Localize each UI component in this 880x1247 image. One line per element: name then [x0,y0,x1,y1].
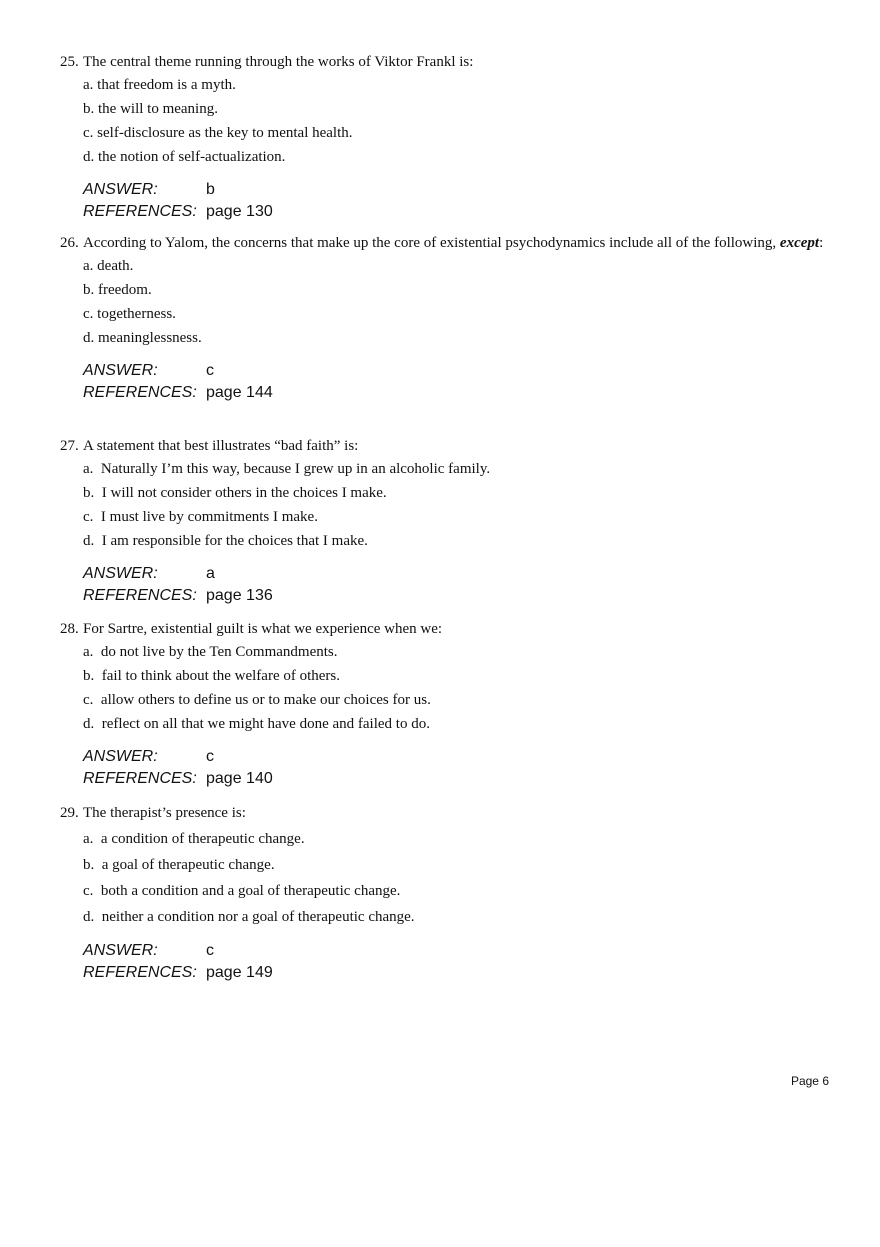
answer-value: a [206,565,215,582]
references-label: REFERENCES: [83,770,197,787]
option-a: a. do not live by the Ten Commandments. [83,644,338,660]
references-label: REFERENCES: [83,203,197,220]
question-text: According to Yalom, the concerns that make up the core of existential psychodynamics include all of the following, except: [83,235,824,251]
references-row [83,382,840,404]
options-list [83,73,840,169]
answer-label: ANSWER: [83,942,158,959]
answer-label: ANSWER: [83,565,158,582]
question-text: For Sartre, existential guilt is what we experience when we: [83,621,443,637]
references-row [83,962,840,984]
references-label: REFERENCES: [83,964,197,981]
option-b: b. the will to meaning. [83,101,218,117]
references-row [83,585,840,607]
question-text: The therapist’s presence is: [83,805,246,821]
option-c: c. togetherness. [83,306,176,322]
question-number: 29. [60,805,79,821]
answer-label: ANSWER: [83,362,158,379]
question-stem [60,803,840,824]
options-list [83,254,840,350]
option-b: b. freedom. [83,282,152,298]
options-list [83,640,840,736]
question-stem [60,436,840,457]
answer-value: c [206,942,214,959]
references-value: page 144 [206,384,273,401]
question-stem [60,619,840,640]
answer-row [83,179,840,201]
references-row [83,768,840,790]
answer-value: c [206,748,214,765]
question-text: The central theme running through the works of Viktor Frankl is: [83,54,474,70]
references-value: page 140 [206,770,273,787]
option-c: c. both a condition and a goal of therapeutic change. [83,883,401,899]
question-stem [60,233,840,254]
option-c: c. self-disclosure as the key to mental health. [83,125,353,141]
answer-label: ANSWER: [83,748,158,765]
question-text: A statement that best illustrates “bad faith” is: [83,438,359,454]
answer-block [83,563,840,607]
option-a: a. Naturally I’m this way, because I grew up in an alcoholic family. [83,461,491,477]
option-a: a. a condition of therapeutic change. [83,831,305,847]
question-stem [60,52,840,73]
option-b: b. I will not consider others in the choices I make. [83,485,387,501]
answer-block [83,940,840,984]
answer-value: b [206,181,215,198]
emphasis-except: except [779,235,820,251]
answer-value: c [206,362,214,379]
option-c: c. I must live by commitments I make. [83,509,318,525]
option-a: a. that freedom is a myth. [83,77,236,93]
references-label: REFERENCES: [83,384,197,401]
answer-block [83,746,840,790]
references-value: page 136 [206,587,273,604]
options-list [83,826,840,930]
answer-row [83,940,840,962]
question-number: 25. [60,54,79,70]
option-a: a. death. [83,258,134,274]
references-row [83,201,840,223]
question-number: 26. [60,235,79,251]
references-label: REFERENCES: [83,587,197,604]
question-25 [60,52,840,223]
page-number: Page 6 [790,1074,829,1088]
question-27 [60,436,840,607]
option-d: d. I am responsible for the choices that I make. [83,533,368,549]
question-number: 28. [60,621,79,637]
answer-block [83,360,840,404]
option-d: d. meaninglessness. [83,330,202,346]
question-29 [60,803,840,984]
question-28 [60,619,840,790]
option-b: b. a goal of therapeutic change. [83,857,275,873]
answer-label: ANSWER: [83,181,158,198]
option-d: d. the notion of self-actualization. [83,149,286,165]
option-d: d. reflect on all that we might have done and failed to do. [83,716,430,732]
answer-row [83,746,840,768]
references-value: page 149 [206,964,273,981]
answer-block [83,179,840,223]
question-26 [60,233,840,404]
option-b: b. fail to think about the welfare of others. [83,668,341,684]
answer-row [83,360,840,382]
option-d: d. neither a condition nor a goal of therapeutic change. [83,909,415,925]
option-c: c. allow others to define us or to make our choices for us. [83,692,431,708]
options-list [83,457,840,553]
answer-row [83,563,840,585]
question-number: 27. [60,438,79,454]
references-value: page 130 [206,203,273,220]
